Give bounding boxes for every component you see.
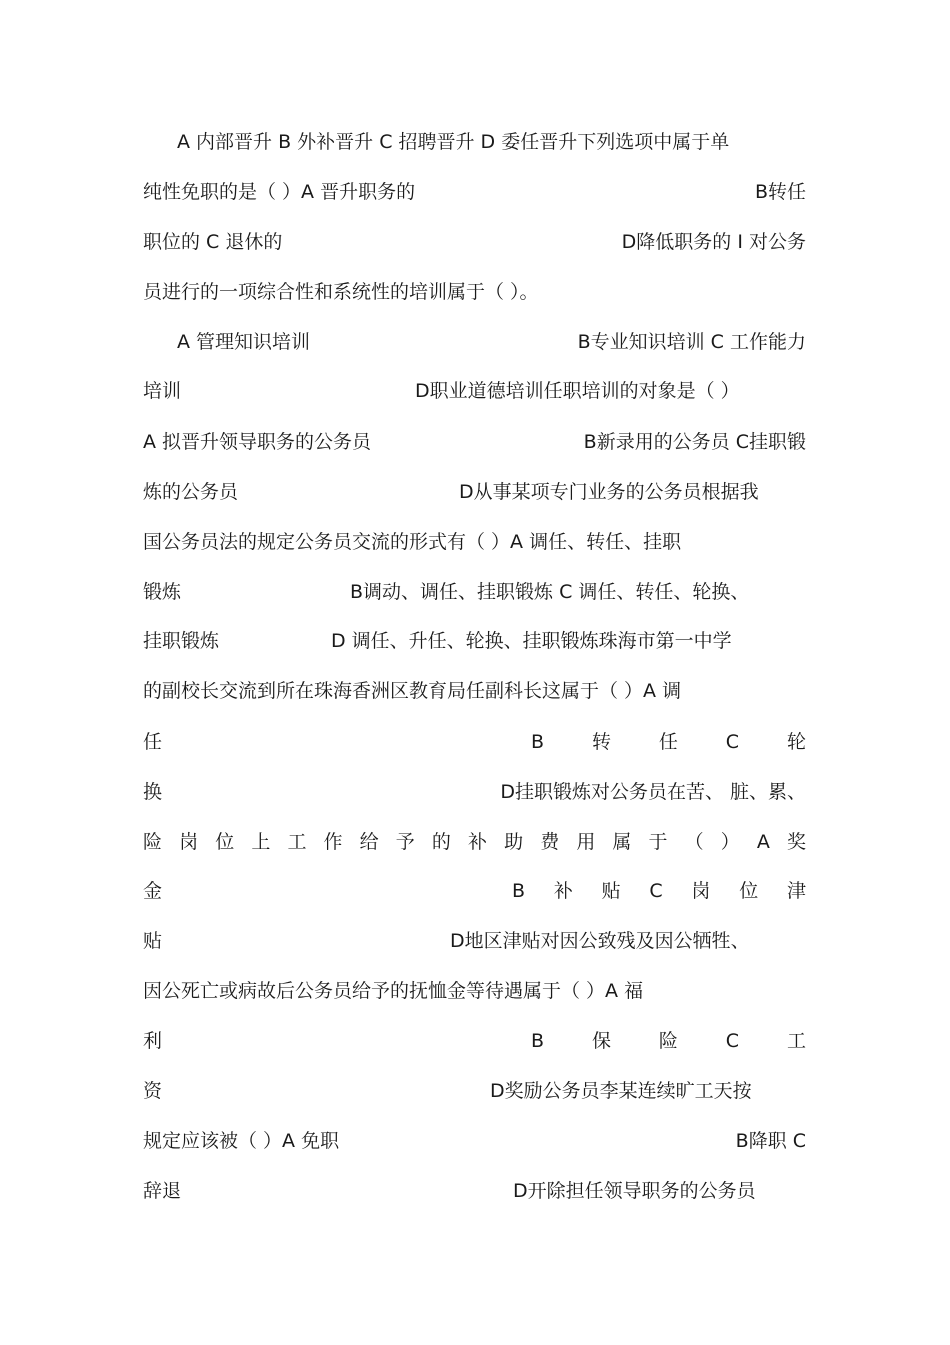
text-line	[143, 577, 806, 607]
text-line	[143, 1076, 806, 1106]
text-line	[143, 477, 806, 507]
text-segment: 国公务员法的规定公务员交流的形式有（ ）A 调任、转任、挂职	[143, 531, 682, 553]
text-line	[143, 1126, 806, 1156]
text-segment: 任	[143, 731, 163, 753]
text-segment: 岗	[691, 880, 711, 902]
text-segment: C	[725, 731, 740, 753]
text-segment: 补	[467, 831, 487, 853]
text-segment: 挂职锻炼	[143, 630, 220, 652]
text-line	[143, 1026, 806, 1056]
text-segment: （	[684, 831, 704, 853]
text-segment: 轮	[786, 731, 806, 753]
text-segment: D从事某项专门业务的公务员根据我	[459, 481, 759, 503]
text-segment: 用	[576, 831, 596, 853]
text-line	[143, 976, 806, 1006]
text-line	[177, 127, 806, 157]
text-segment: 奖	[786, 831, 806, 853]
text-segment: 纯性免职的是（ ）A 晋升职务的	[143, 181, 416, 203]
text-segment: 因公死亡或病故后公务员给予的抚恤金等待遇属于（ ）A 福	[143, 980, 644, 1002]
text-segment: B调动、调任、挂职锻炼 C 调任、转任、轮换、	[350, 581, 750, 603]
text-segment: 工	[786, 1030, 806, 1052]
text-segment: D奖励公务员李某连续旷工天按	[490, 1080, 752, 1102]
text-segment: 予	[395, 831, 415, 853]
text-line	[177, 327, 806, 357]
text-segment: B新录用的公务员 C挂职锻	[583, 431, 806, 453]
text-line	[143, 676, 806, 706]
text-segment: 费	[540, 831, 560, 853]
text-line	[143, 827, 806, 857]
text-segment: 位	[739, 880, 759, 902]
text-segment: 规定应该被（ ）A 免职	[143, 1130, 340, 1152]
text-segment: 岗	[179, 831, 199, 853]
text-line	[143, 876, 806, 906]
text-segment: 金	[143, 880, 163, 902]
text-segment: 贴	[601, 880, 621, 902]
text-line	[143, 227, 806, 257]
text-segment: A 管理知识培训	[177, 331, 311, 353]
text-segment: 员进行的一项综合性和系统性的培训属于（ ）。	[143, 281, 539, 303]
text-segment: B	[531, 731, 545, 753]
text-line	[143, 727, 806, 757]
text-segment: D 调任、升任、轮换、挂职锻炼珠海市第一中学	[331, 630, 732, 652]
text-segment: 位	[215, 831, 235, 853]
text-segment: 的副校长交流到所在珠海香洲区教育局任副科长这属于（ ）A 调	[143, 680, 682, 702]
text-segment: 助	[504, 831, 524, 853]
text-segment: 培训	[143, 380, 182, 402]
text-segment: 转	[591, 731, 611, 753]
text-segment: B	[512, 880, 526, 902]
text-line	[143, 626, 806, 656]
text-segment: 炼的公务员	[143, 481, 239, 503]
text-segment: 利	[143, 1030, 163, 1052]
text-line	[143, 527, 806, 557]
text-segment: 险	[143, 831, 163, 853]
text-segment: 锻炼	[143, 581, 182, 603]
text-segment: B专业知识培训 C 工作能力	[577, 331, 806, 353]
text-segment: 上	[251, 831, 271, 853]
text-line	[143, 427, 806, 457]
text-segment: 工	[287, 831, 307, 853]
text-segment: 辞退	[143, 1180, 182, 1202]
text-segment: 于	[648, 831, 668, 853]
text-segment: D开除担任领导职务的公务员	[513, 1180, 756, 1202]
text-segment: A 内部晋升 B 外补晋升 C 招聘晋升 D 委任晋升下列选项中属于单	[177, 131, 730, 153]
text-segment: 的	[431, 831, 451, 853]
text-segment: D降低职务的 I 对公务	[621, 231, 806, 253]
text-segment: 属	[612, 831, 632, 853]
text-segment: B转任	[754, 181, 806, 203]
text-segment: 职位的 C 退休的	[143, 231, 283, 253]
text-segment: B降职 C	[735, 1130, 806, 1152]
text-segment: 资	[143, 1080, 163, 1102]
text-segment: ）	[720, 831, 740, 853]
text-line	[143, 277, 806, 307]
text-segment: 贴	[143, 930, 163, 952]
text-line	[143, 926, 806, 956]
text-segment: 作	[323, 831, 343, 853]
text-segment: D职业道德培训任职培训的对象是（ ）	[415, 380, 740, 402]
text-segment: D地区津贴对因公致残及因公牺牲、	[450, 930, 750, 952]
text-segment: 任	[658, 731, 678, 753]
text-segment: 补	[553, 880, 573, 902]
text-line	[143, 1176, 806, 1206]
text-segment: 津	[786, 880, 806, 902]
text-segment: C	[649, 880, 663, 902]
text-segment: D挂职锻炼对公务员在苦、 脏、累、	[500, 781, 806, 803]
text-segment: C	[725, 1030, 740, 1052]
text-segment: 换	[143, 781, 163, 803]
text-segment: B	[531, 1030, 545, 1052]
text-line	[143, 376, 806, 406]
text-segment: A 拟晋升领导职务的公务员	[143, 431, 372, 453]
text-segment: 给	[359, 831, 379, 853]
text-line	[143, 177, 806, 207]
text-line	[143, 777, 806, 807]
text-segment: 险	[658, 1030, 678, 1052]
text-segment: 保	[591, 1030, 611, 1052]
text-segment: A	[756, 831, 770, 853]
